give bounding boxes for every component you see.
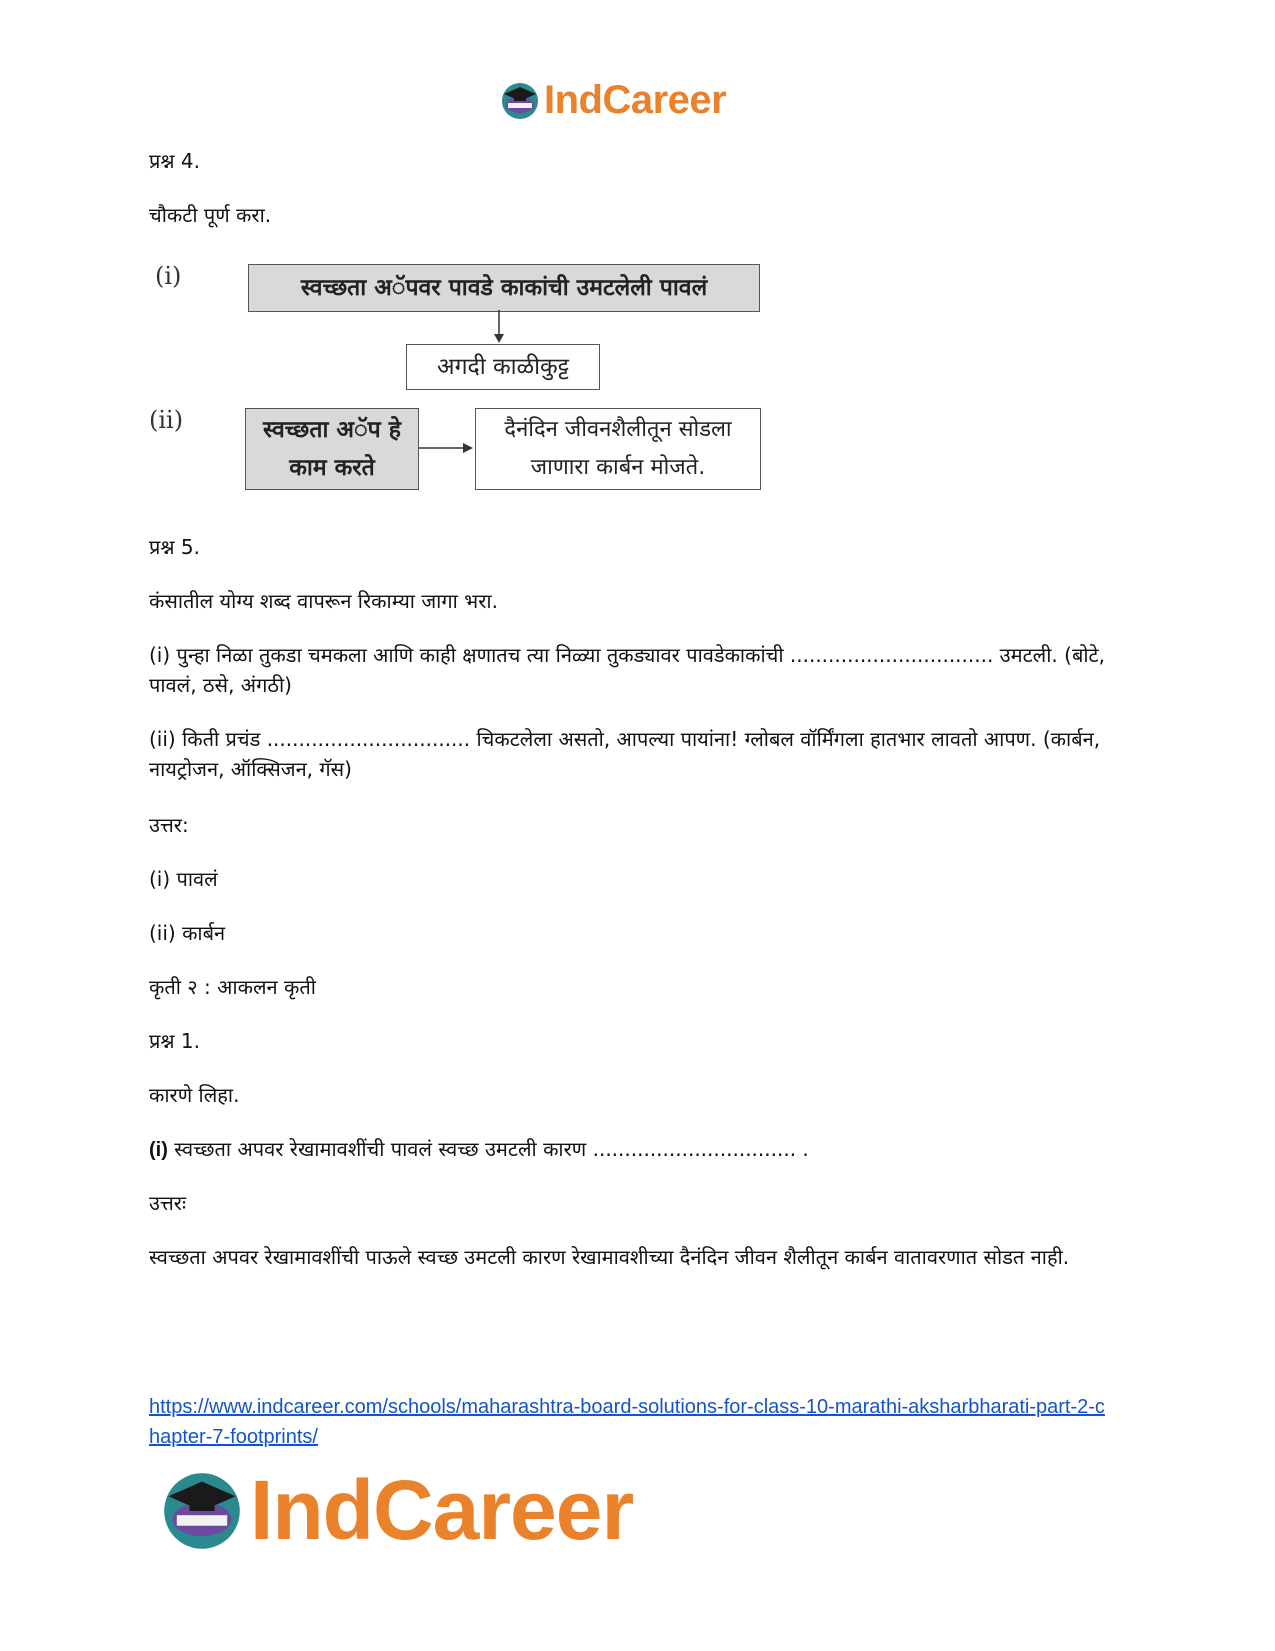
question-5-answer-label: उत्तर: [149,813,189,837]
right-arrow-icon [419,438,475,458]
diagram-box-ii-right [475,408,761,490]
question-5-answer-ii: (ii) कार्बन [149,921,226,945]
diagram-box-ii-left [245,408,419,490]
question-5-item-i: (i) पुन्हा निळा तुकडा चमकला आणि काही क्षणातच त्या निळ्या तुकड्यावर पावडेकाकांची ................................ उमटली. (बोटे, पावलं, ठसे, अंगठी) [149,643,1105,697]
box-ii-right-line2: जाणारा कार्बन मोजते. [530,455,706,480]
indcareer-logo-top [500,78,726,123]
diagram-box-i-bottom: अगदी काळीकुट्ट [406,344,600,390]
box-ii-left-line1: स्वच्छता अॅप हे [263,417,401,443]
kruti-2-question-1-instruction: कारणे लिहा. [149,1083,240,1107]
item-text: स्वच्छता अपवर रेखामावशींची पावलं स्वच्छ उमटली कारण ................................ . [167,1137,809,1161]
question-4-title: प्रश्न 4. [149,149,200,173]
flow-diagram [149,258,789,508]
kruti-2-heading: कृती २ : आकलन कृती [149,975,316,999]
question-4-instruction: चौकटी पूर्ण करा. [149,203,272,227]
kruti-2-answer-text: स्वच्छता अपवर रेखामावशींची पाऊले स्वच्छ उमटली कारण रेखामावशीच्या दैनंदिन जीवन शैलीतून कार्बन वातावरणात सोडत नाही. [149,1245,1070,1269]
question-5-instruction: कंसातील योग्य शब्द वापरून रिकाम्या जागा भरा. [149,589,498,613]
logo-wordmark: IndCareer [250,1463,634,1557]
kruti-2-question-1-title: प्रश्न 1. [149,1029,200,1053]
diagram-box-i-top: स्वच्छता अॅपवर पावडे काकांची उमटलेली पावलं [248,264,760,312]
logo-wordmark: IndCareer [544,78,727,122]
indcareer-logo-bottom [160,1462,633,1559]
box-ii-left-line2: काम करते [289,455,375,481]
footer-source-link[interactable]: https://www.indcareer.com/schools/maharashtra-board-solutions-for-class-10-marathi-aksharbharati-part-2-chapter-7-footprints/ [149,1396,1105,1448]
kruti-2-answer-label: उत्तरः [149,1191,186,1215]
question-5-item-ii: (ii) किती प्रचंड ................................ चिकटलेला असतो, आपल्या पायांना! ग्लोबल वॉर्मिंगला हातभार लावतो आपण. (कार्बन, नायट्रोजन, ऑक्सिजन, गॅस) [149,727,1101,781]
box-ii-right-line1: दैनंदिन जीवनशैलीतून सोडला [504,417,732,442]
question-5-answer-i: (i) पावलं [149,867,218,891]
down-arrow-icon [489,310,509,344]
question-5-title: प्रश्न 5. [149,535,200,559]
graduation-cap-books-globe-icon [160,1469,244,1553]
item-number: (i) [149,1139,168,1161]
diagram-label-i: (i) [155,262,182,290]
graduation-cap-books-globe-icon [500,81,540,121]
diagram-label-ii: (ii) [149,406,184,434]
kruti-2-question-1-item-i [149,1134,809,1165]
